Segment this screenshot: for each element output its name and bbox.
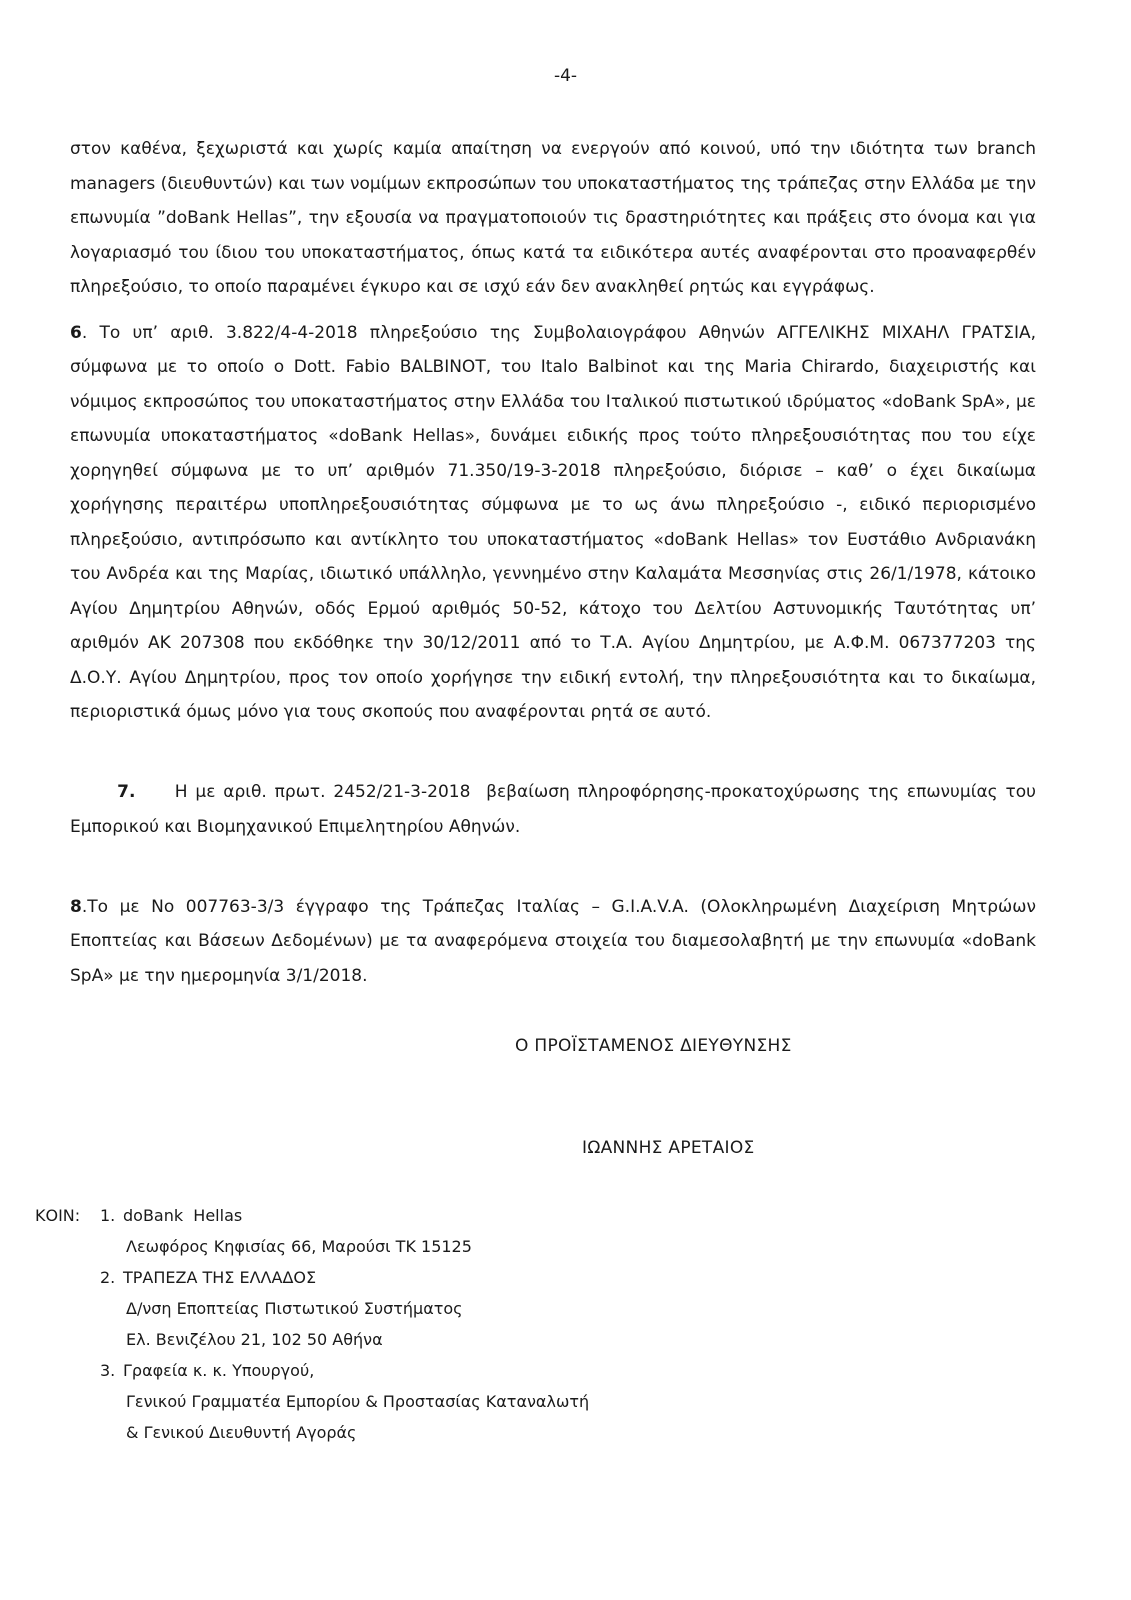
paragraph-text: . Το υπ’ αριθ. 3.822/4-4-2018 πληρεξούσιο της Συμβολαιογράφου Αθηνών ΑΓΓΕΛΙΚΗΣ ΜΙΧΑΗΛ ΓΡΑΤΣΙΑ, σύμφωνα με το οποίο ο Dott. Fabio BALBINOT, του Italo Balbinot και της Maria Chirardo, διαχειριστής και νόμιμος εκπροσώπος του υποκαταστήματος στην Ελλάδα του Ιταλικού πιστωτικού ιδρύματος «doBank SpA», με επωνυμία υποκαταστήματος «doBank Hellas», δυνάμει ειδικής προς τούτο πληρεξουσιότητας που του είχε χορηγηθεί σύμφωνα με το υπ’ αριθμόν 71.350/19-3-2018 πληρεξούσιο, διόρισε – καθ’ ο έχει δικαίωμα χορήγησης περαιτέρω υποπληρεξουσιότητας σύμφωνα με το ως άνω πληρεξούσιο -, ειδικό περιορισμένο πληρεξούσιο, αντιπρόσωπο και αντίκλητο του υποκαταστήματος «doBank Hellas» τον Ευστάθιο Ανδριανάκη του Ανδρέα και της Μαρίας, ιδιωτικό υπάλληλο, γεννημένο στην Καλαμάτα Μεσσηνίας στις 26/1/1978, κάτοικο Αγίου Δημητρίου Αθηνών, οδός Ερμού αριθμός 50-52, κάτοχο του Δελτίου Αστυνομικής Ταυτότητας υπ’ αριθμόν ΑΚ 207308 που εκδόθηκε την 30/12/2011 από το Τ.Α. Αγίου Δημητρίου, με Α.Φ.Μ. 067377203 της Δ.Ο.Υ. Αγίου Δημητρίου, προς τον οποίο χορήγησε την ειδική εντολή, την πληρεξουσιότητα και το δικαίωμα, περιοριστικά όμως μόνο για τους σκοπούς που αναφέρονται ρητά σε αυτό. [70,322,1036,722]
recipient-item [35,1262,735,1293]
recipients-block [35,1200,735,1448]
paragraph-number: 6 [70,322,82,343]
recipient-line: doBank Hellas [123,1206,243,1225]
recipient-line: Λεωφόρος Κηφισίας 66, Μαρούσι ΤΚ 15125 [126,1237,472,1256]
paragraph-text: Η με αριθ. πρωτ. 2452/21-3-2018 βεβαίωση πληροφόρησης-προκατοχύρωσης της επωνυμίας του Εμπορικού και Βιομηχανικού Επιμελητηρίου Αθηνών. [70,782,1042,837]
recipient-line: & Γενικού Διευθυντή Αγοράς [126,1423,357,1442]
recipient-line: Γραφεία κ. κ. Υπουργού, [123,1361,315,1380]
paragraph-number: 7. [117,782,136,802]
recipient-line: ΤΡΑΠΕΖΑ ΤΗΣ ΕΛΛΑΔΟΣ [123,1268,317,1287]
signature-name: ΙΩΑΝΝΗΣ ΑΡΕΤΑΙΟΣ [582,1138,755,1158]
paragraph-number: 8 [70,896,82,917]
recipient-line: Γενικού Γραμματέα Εμπορίου & Προστασίας Καταναλωτή [126,1392,590,1411]
recipient-item [35,1355,735,1386]
paragraph-8 [70,890,1036,994]
recipient-number: 1. [100,1206,116,1225]
recipient-item [35,1200,735,1231]
paragraph-6 [70,316,1036,730]
signature-title: Ο ΠΡΟΪΣΤΑΜΕΝΟΣ ΔΙΕΥΘΥΝΣΗΣ [515,1036,792,1056]
paragraph-7 [70,741,1042,879]
recipient-line: Ελ. Βενιζέλου 21, 102 50 Αθήνα [126,1330,383,1349]
paragraph-continuation [70,132,1036,305]
recipient-line: Δ/νση Εποπτείας Πιστωτικού Συστήματος [126,1299,463,1318]
recipients-label: ΚΟΙΝ: [35,1206,81,1225]
recipient-number: 3. [100,1361,116,1380]
recipient-number: 2. [100,1268,116,1287]
body-text [70,132,1042,993]
page-number: -4- [553,66,578,86]
paragraph-text: .Το με Νο 007763-3/3 έγγραφο της Τράπεζας Ιταλίας – G.I.A.V.A. (Ολοκληρωμένη Διαχείριση Μητρώων Εποπτείας και Βάσεων Δεδομένων) με τα αναφερόμενα στοιχεία του διαμεσολαβητή με την επωνυμία «doBank SpA» με την ημερομηνία 3/1/2018. [70,896,1036,986]
paragraph-text: στον καθένα, ξεχωριστά και χωρίς καμία απαίτηση να ενεργούν από κοινού, υπό την ιδιότητα των branch managers (διευθυντών) και των νομίμων εκπροσώπων του υποκαταστήματος της τράπεζας στην Ελλάδα με την επωνυμία ”doBank Hellas”, την εξουσία να πραγματοποιούν τις δραστηριότητες και πράξεις στο όνομα και για λογαριασμό του ίδιου του υποκαταστήματος, όπως κατά τα ειδικότερα αυτές αναφέρονται στο προαναφερθέν πληρεξούσιο, το οποίο παραμένει έγκυρο και σε ισχύ εάν δεν ανακληθεί ρητώς και εγγράφως. [70,139,1036,297]
